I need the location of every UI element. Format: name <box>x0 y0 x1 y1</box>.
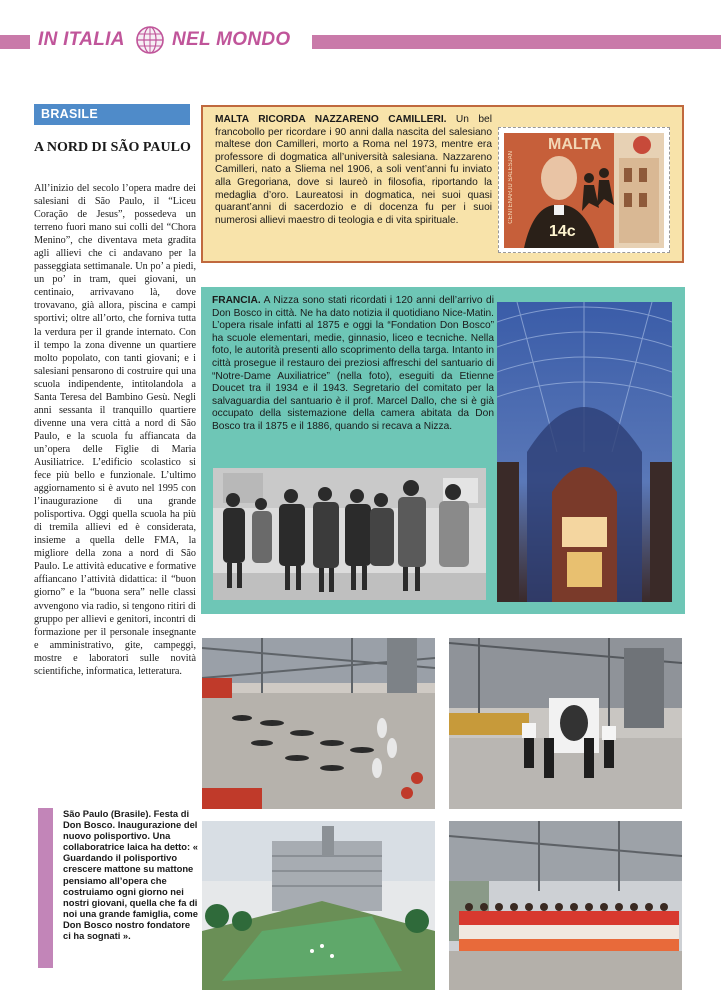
photo-students-choir <box>449 821 682 990</box>
malta-text <box>215 114 492 227</box>
caption-accent-bar <box>38 808 53 968</box>
header-band-right <box>312 35 721 49</box>
header-band-left <box>0 35 30 49</box>
malta-stamp-image <box>498 127 670 253</box>
stamp-country: MALTA <box>548 136 602 153</box>
article-body: All’inizio del secolo l’opera madre dei salesiani di São Paulo, il “Liceu Coração de Jesus”, possedeva un terreno fuori mano sui colli del “Chora Menino”, che diventava meta gradita agli allievi che ci andavano per la passeggiata settimanale. Un po’ a piedi, un po’ in tram, quei giovani, un centinaio, arrivavano là, dove trovavano, già allora, piscina e campi sportivi; oltre all’orto, che forniva tutta la verdura per il grande internato. Con il tempo la zona divenne un quartiere molto popolato, con tanti giovani; e i salesiani pensarono di costruire qui una scuola indipendente, intitolandola a Santa Teresa del Bambino Gesù. Negli anni sessanta il tranquillo quartiere divenne una vera città a nord di São Paulo, e la scuola fu affiancata da un’opera delle Figlie di Maria Ausiliatrice. L’edificio scolastico si fece più bello e funzionale. L’ultimo aggiornamento si è avuto nel 1995 con l’inaugurazione di una grande polisportiva. Oggi quella scuola ha più di tremila allievi ed è considerata, insieme a quella delle FMA, la migliore della zona a nord di São Paulo. Le attività educative e formative affiancano l’attività didattica: il “buon giorno” e la “buona sera” nelle classi avvengono via radio, si tengono ritiri di gruppo per allievi e genitori, incontri di formazione per il personale insegnante e amministrativo, gite, campeggi, mostre e laboratori sulle novità scientifiche, informatica, letteratura. <box>34 183 196 677</box>
photo-notre-dame-auxiliatrice <box>497 302 672 602</box>
section-title-mondo: NEL MONDO <box>172 29 291 50</box>
malta-news-box <box>201 105 684 263</box>
francia-lead: FRANCIA. <box>212 295 261 306</box>
photo-don-bosco-banner <box>449 638 682 809</box>
globe-icon <box>135 25 165 55</box>
stamp-vertical-text: CENTENARJU SALESJAN <box>508 151 514 224</box>
malta-body: Un bel francobollo per ricordare i 90 anni dalla nascita del salesiano maltese don Camilleri, morto a Roma nel 1973, mentre era professore di dogmatica all’università salesiana. Nazzareno Camilleri, nato a Sliema nel 1906, a soli vent’anni fu inviato alla Gregoriana, dove si laureò in filosofia, riportando la medaglia d’oro. Laureatosi in dogmatica, nei suoi quasi quarant’anni di sacerdozio e di docenza fu per i suoi numerosi allievi maestro di teologia e di vita spirituale. <box>215 114 492 226</box>
section-title-italia: IN ITALIA <box>38 29 125 50</box>
malta-lead: MALTA RICORDA NAZZARENO CAMILLERI. <box>215 114 447 125</box>
francia-body: A Nizza sono stati ricordati i 120 anni dell’arrivo di Don Bosco in città. Ne ha dato notizia il quotidiano Nice-Matin. L’opera risale infatti al 1875 e oggi la “Fondation Don Bosco” ha scuole elementari, medie, ginnasio, liceo e tecniche. Nella foto, le autorità presenti allo scoprimento della targa. Intanto in città prosegue il restauro dei preziosi affreschi del santuario di “Notre-Dame Auxiliatrice” (nella foto), eseguiti da Etienne Doucet tra il 1934 e il 1943. Segretario del comitato per la salvaguardia del santuario è il prof. Marcel Dallo, che si è già occupato della sistemazione della camera abitata da Don Bosco tra il 1875 e il 1886, quando si recava a Nizza. <box>212 295 494 432</box>
photo-authorities-plaque <box>213 468 486 600</box>
francia-text <box>212 295 494 434</box>
brasile-section-tag: BRASILE <box>34 104 190 125</box>
francia-news-box <box>201 287 685 614</box>
photo-sports-hall-event <box>202 638 435 809</box>
photo-aerial-sports-complex <box>202 821 435 990</box>
article-title: A NORD DI SÃO PAULO <box>34 140 191 155</box>
photo-caption: São Paulo (Brasile). Festa di Don Bosco. Inaugurazione del nuovo polisportivo. Una collaboratrice laica ha detto: « Guardando il polisportivo crescere mattone su mattone pensiamo all’opera che costruiamo ogni giorno nei nostri giovani, quella che fa di noi una grande famiglia, come Don Bosco nostro fondatore ci ha sognati ». <box>63 808 198 942</box>
stamp-value: 14c <box>549 223 576 240</box>
